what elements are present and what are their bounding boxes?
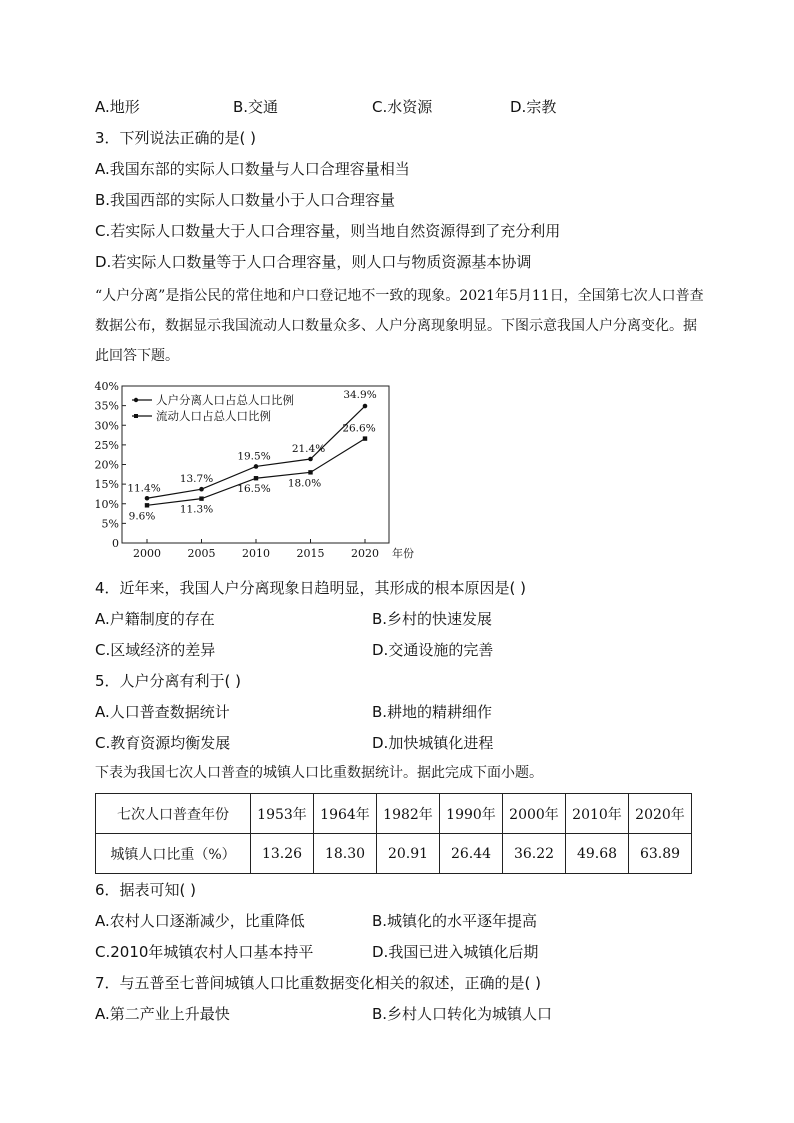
y-tick-label: 15% — [94, 478, 119, 492]
q6-option-a: A.农村人口逐渐减少，比重降低 — [95, 912, 305, 930]
table-header-row — [96, 794, 692, 834]
q4-option-b: B.乡村的快速发展 — [372, 610, 493, 628]
data-label: 26.6% — [342, 422, 376, 435]
legend-marker — [134, 414, 138, 418]
q7-option-a: A.第二产业上升最快 — [95, 1005, 230, 1023]
data-point — [254, 476, 258, 480]
table-header-cell: 2000年 — [503, 794, 566, 834]
legend-label: 人户分离人口占总人口比例 — [156, 393, 294, 407]
data-label: 21.4% — [291, 443, 326, 456]
q3-option-d: D.若实际人口数量等于人口合理容量，则人口与物质资源基本协调 — [95, 253, 532, 271]
table-cell: 13.26 — [251, 834, 314, 874]
table-header-cell: 1982年 — [377, 794, 440, 834]
q2-option-a: A.地形 — [95, 98, 140, 116]
intro-paragraph-2: 下表为我国七次人口普查的城镇人口比重数据统计。据此完成下面小题。 — [95, 765, 543, 781]
table-header-cell: 2010年 — [566, 794, 629, 834]
data-point — [254, 464, 259, 469]
y-tick-label: 0 — [112, 537, 119, 550]
table-cell: 18.30 — [314, 834, 377, 874]
intro-paragraph-1: “人户分离”是指公民的常住地和户口登记地不一致的现象。2021年5月11日，全国第七次人口普查数据公布，数据显示我国流动人口数量众多、人户分离现象明显。下图示意我国人户分离变化。据此回答下题。 — [95, 288, 704, 364]
x-axis-label: 年份 — [392, 547, 414, 560]
y-tick-label: 35% — [94, 399, 119, 413]
data-label: 11.4% — [127, 482, 161, 495]
q4-stem: 4．近年来，我国人户分离现象日趋明显，其形成的根本原因是( ) — [95, 579, 527, 597]
q7-option-b: B.乡村人口转化为城镇人口 — [372, 1005, 553, 1023]
data-label: 9.6% — [128, 510, 156, 523]
q4-option-d: D.交通设施的完善 — [372, 641, 494, 659]
q6-stem: 6．据表可知( ) — [95, 881, 197, 899]
table-header-cell: 1964年 — [314, 794, 377, 834]
data-point — [199, 487, 204, 492]
y-tick-label: 30% — [94, 419, 119, 433]
q4-option-a: A.户籍制度的存在 — [95, 610, 215, 628]
data-label: 18.0% — [287, 477, 322, 490]
data-label: 34.9% — [343, 389, 377, 402]
data-point — [363, 404, 368, 409]
table-header-cell: 七次人口普查年份 — [96, 794, 251, 834]
q5-option-a: A.人口普查数据统计 — [95, 703, 230, 721]
table-row — [96, 834, 692, 874]
data-point — [145, 496, 150, 501]
y-tick-label: 5% — [101, 517, 119, 531]
table-cell: 26.44 — [440, 834, 503, 874]
table-cell: 49.68 — [566, 834, 629, 874]
series-line — [147, 439, 365, 506]
data-label: 19.5% — [237, 450, 271, 463]
urban-population-table — [95, 793, 692, 874]
q6-option-b: B.城镇化的水平逐年提高 — [372, 912, 538, 930]
q3-option-c: C.若实际人口数量大于人口合理容量，则当地自然资源得到了充分利用 — [95, 222, 561, 240]
y-tick-label: 25% — [94, 438, 119, 452]
y-tick-label: 20% — [94, 458, 119, 472]
data-point — [145, 503, 149, 507]
legend-marker — [134, 398, 138, 402]
q2-option-d: D.宗教 — [510, 98, 557, 116]
table-cell: 城镇人口比重（%） — [96, 834, 251, 874]
q5-option-c: C.教育资源均衡发展 — [95, 734, 231, 752]
q4-option-c: C.区域经济的差异 — [95, 641, 216, 659]
x-tick-label: 2000 — [133, 547, 161, 560]
table-header-cell: 1990年 — [440, 794, 503, 834]
table-cell: 36.22 — [503, 834, 566, 874]
data-point — [308, 470, 312, 474]
q3-option-a: A.我国东部的实际人口数量与人口合理容量相当 — [95, 160, 410, 178]
q5-stem: 5．人户分离有利于( ) — [95, 672, 242, 690]
x-tick-label: 2020 — [351, 547, 379, 560]
table-cell: 20.91 — [377, 834, 440, 874]
y-tick-label: 10% — [94, 497, 119, 511]
table-cell: 63.89 — [629, 834, 692, 874]
q3-option-b: B.我国西部的实际人口数量小于人口合理容量 — [95, 191, 396, 209]
q5-option-d: D.加快城镇化进程 — [372, 734, 494, 752]
data-point — [308, 457, 313, 462]
q2-option-c: C.水资源 — [372, 98, 433, 116]
q7-stem: 7．与五普至七普间城镇人口比重数据变化相关的叙述，正确的是( ) — [95, 974, 542, 992]
data-label: 11.3% — [179, 503, 214, 516]
q6-option-d: D.我国已进入城镇化后期 — [372, 943, 539, 961]
x-tick-label: 2010 — [242, 547, 270, 560]
data-point — [363, 436, 367, 440]
q6-option-c: C.2010年城镇农村人口基本持平 — [95, 943, 314, 961]
q2-option-b: B.交通 — [233, 98, 279, 116]
q5-option-b: B.耕地的精耕细作 — [372, 703, 493, 721]
y-tick-label: 40% — [94, 380, 119, 393]
table-header-cell: 1953年 — [251, 794, 314, 834]
x-tick-label: 2015 — [296, 547, 325, 560]
data-label: 13.7% — [179, 473, 214, 486]
chart-legend — [132, 393, 294, 423]
x-tick-label: 2005 — [187, 547, 216, 560]
legend-label: 流动人口占总人口比例 — [156, 409, 271, 423]
q3-stem: 3．下列说法正确的是( ) — [95, 129, 257, 147]
table-header-cell: 2020年 — [629, 794, 692, 834]
population-separation-chart — [92, 378, 422, 563]
data-point — [199, 496, 203, 500]
data-label: 16.5% — [237, 483, 271, 496]
